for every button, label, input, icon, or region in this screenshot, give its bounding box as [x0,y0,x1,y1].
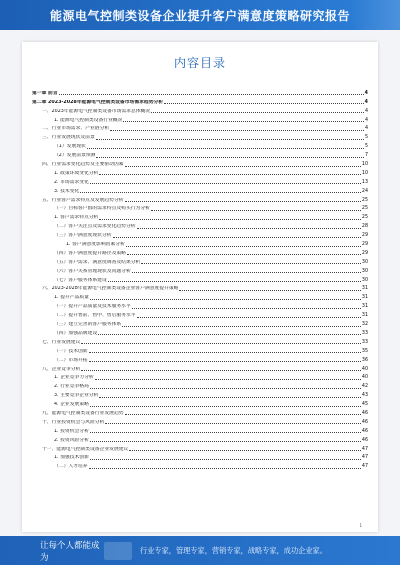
toc-entry-page: 47 [361,464,368,470]
toc-entry-page: 33 [361,339,368,345]
toc-entry[interactable] [32,381,368,390]
toc-entry[interactable] [32,461,368,470]
toc-entry[interactable] [32,88,368,97]
toc-dot-leader [125,414,361,415]
toc-entry[interactable] [32,257,368,266]
toc-dot-leader [98,334,361,335]
toc-entry-label: （2）发展前景预测 [54,153,96,159]
toc-dot-leader [90,406,361,407]
toc-dot-leader [108,281,361,282]
toc-dot-leader [90,388,361,389]
toc-entry-label: 4. 企业发展策略 [54,402,89,408]
toc-entry-label: 十、行业投资机会与风险分析 [42,419,105,425]
toc-dot-leader [141,263,361,264]
toc-entry-label: 1. 提升产品质量 [54,295,89,301]
toc-entry-page: 30 [361,268,368,274]
page-number: 1 [359,523,362,528]
toc-entry[interactable] [32,230,368,239]
toc-dot-leader [151,210,361,211]
toc-entry-label: 二、行业市场需求、产业链分析 [42,126,110,132]
toc-entry-label: （六）客户关系管理现状及问题分析 [54,268,131,274]
toc-entry[interactable] [32,292,368,301]
toc-entry[interactable] [32,417,368,426]
toc-entry-page: 5 [364,135,368,141]
toc-entry-label: 八、企业竞争分析 [42,366,81,372]
footer-brand: 让每个人都能成为 [40,540,100,563]
toc-entry[interactable] [32,132,368,141]
toc-entry[interactable] [32,301,368,310]
toc-entry-page: 29 [361,250,368,256]
toc-entry-page: 31 [361,313,368,319]
toc-entry-page: 42 [361,384,368,390]
toc-entry-label: 一、2023年能源电气控制类设备市场需求总体概况 [42,108,151,114]
toc-entry-page: 46 [361,428,368,434]
toc-dot-leader [89,361,361,362]
toc-entry-page: 29 [361,233,368,239]
toc-entry-page: 5 [364,144,368,150]
toc-entry-page: 13 [361,179,368,185]
toc-entry-label: （一）技术创新 [54,348,88,354]
toc-entry-label: 四、行业需求变化趋势及主要驱动因素 [42,162,124,168]
toc-list [32,88,368,470]
footer-slogan: 行业专家，管理专家，营销专家，战略专家，成功企业家。 [140,545,327,555]
toc-dot-leader [151,112,364,113]
toc-dot-leader [87,148,364,149]
toc-entry-page: 46 [361,437,368,443]
toc-entry-page: 40 [361,366,368,372]
toc-entry[interactable] [32,444,368,453]
toc-entry-page: 43 [361,393,368,399]
toc-entry[interactable] [32,248,368,257]
toc-entry[interactable] [32,159,368,168]
toc-dot-leader [90,441,361,442]
toc-entry-label: （二）提升售前、售中、售后服务水平 [54,313,136,319]
toc-entry[interactable] [32,186,368,195]
toc-entry[interactable] [32,355,368,364]
toc-entry-label: 3. 技术变化 [54,188,80,194]
toc-entry-label: （二）市场开拓 [54,357,88,363]
toc-entry-label: （二）人才培养 [54,464,88,470]
toc-entry-page: 4 [364,108,368,114]
toc-entry-page: 25 [361,197,368,203]
toc-entry-label: 1. 客户满意度影响因素分析 [66,242,125,248]
toc-entry-label: 六、2023-2028年能源电气控制类设备企业客户满意度提升策略 [42,286,179,292]
toc-entry-page: 10 [361,170,368,176]
toc-entry-label: （二）客户关注点及需求变化趋势分析 [54,224,136,230]
toc-entry-label: （一）提升产品质量及技术服务水平 [54,304,131,310]
toc-dot-leader [90,459,361,460]
toc-entry-page: 25 [361,215,368,221]
toc-entry[interactable] [32,97,368,106]
toc-entry[interactable] [32,408,368,417]
toc-entry-label: 2. 投资风险分析 [54,437,89,443]
toc-dot-leader [123,121,363,122]
toc-dot-leader [89,468,361,469]
toc-dot-leader [90,183,361,184]
toc-entry-page: 29 [361,242,368,248]
toc-entry[interactable] [32,150,368,159]
toc-entry[interactable] [32,337,368,346]
toc-entry[interactable] [32,399,368,408]
toc-entry[interactable] [32,204,368,213]
toc-entry-label: 五、行业客户需求特点及发展趋势分析 [42,197,124,203]
toc-entry-page: 32 [361,322,368,328]
toc-dot-leader [81,343,361,344]
toc-entry-label: 第二章 2023-2028年能源电气控制类设备市场需求趋势分析 [32,99,164,105]
toc-entry[interactable] [32,141,368,150]
toc-entry[interactable] [32,177,368,186]
toc-dot-leader [96,157,364,158]
toc-entry-label: 3. 主要竞争企业分析 [54,393,99,399]
toc-title: 内容目录 [173,56,226,70]
toc-entry-label: 2. 行业竞争格局 [54,384,89,390]
toc-entry-page: 47 [361,446,368,452]
toc-entry[interactable] [32,221,368,230]
toc-entry-page: 4 [364,90,368,96]
toc-entry-page: 31 [361,295,368,301]
toc-entry-page: 28 [361,224,368,230]
toc-entry-label: 1. 投资机会分析 [54,428,89,434]
toc-dot-leader [127,254,361,255]
toc-dot-leader [90,299,361,300]
toc-dot-leader [137,228,361,229]
toc-entry[interactable] [32,195,368,204]
toc-entry-label: 三、行业发展现状及前景 [42,135,95,141]
toc-dot-leader [179,290,360,291]
toc-entry-page: 7 [364,153,368,159]
toc-entry-label: 1. 政策环境变化分析 [54,170,99,176]
toc-entry-label: 1. 客户需求特点分析 [54,215,99,221]
toc-entry[interactable] [32,275,368,284]
toc-entry[interactable] [32,390,368,399]
toc-dot-leader [125,201,361,202]
toc-dot-leader [59,94,364,95]
toc-dot-leader [129,450,361,451]
toc-dot-leader [110,130,364,131]
toc-entry[interactable] [32,106,368,115]
toc-entry[interactable] [32,239,368,248]
toc-dot-leader [164,103,364,104]
toc-entry-page: 30 [361,259,368,265]
toc-dot-leader [105,423,361,424]
toc-entry-label: （四）加强品牌建设 [54,330,98,336]
toc-entry-page: 47 [361,455,368,461]
toc-entry[interactable] [32,284,368,293]
toc-entry[interactable] [32,168,368,177]
toc-dot-leader [95,379,361,380]
toc-entry-label: 1. 加强技术创新 [54,455,89,461]
toc-page [22,42,378,532]
toc-dot-leader [122,326,361,327]
toc-dot-leader [132,308,361,309]
toc-entry[interactable] [32,453,368,462]
toc-entry-label: （1）发展现状 [54,144,86,150]
toc-entry-page: 4 [364,117,368,123]
toc-dot-leader [89,352,361,353]
toc-entry-label: （三）建立完善的客户服务体系 [54,322,122,328]
toc-dot-leader [137,317,361,318]
toc-entry[interactable] [32,124,368,133]
toc-entry-page: 24 [361,188,368,194]
toc-entry-page: 40 [361,375,368,381]
toc-entry-label: （四）客户满意度提升路径及策略 [54,250,126,256]
toc-dot-leader [96,139,364,140]
toc-entry-page: 46 [361,410,368,416]
toc-entry[interactable] [32,266,368,275]
toc-entry-page: 33 [361,330,368,336]
toc-dot-leader [126,246,361,247]
toc-entry-label: 七、行业发展建议 [42,339,81,345]
toc-entry[interactable] [32,212,368,221]
toc-entry-page: 25 [361,206,368,212]
toc-dot-leader [81,370,361,371]
toc-entry[interactable] [32,310,368,319]
toc-entry-page: 35 [361,348,368,354]
header-decoration [350,0,400,30]
toc-dot-leader [99,174,360,175]
toc-entry-page: 31 [361,304,368,310]
toc-entry-page: 4 [364,126,368,132]
toc-entry[interactable] [32,373,368,382]
toc-dot-leader [125,166,361,167]
toc-entry-label: （五）客户需求、满意度调查及结果分析 [54,259,141,265]
footer-bar [0,536,400,565]
toc-entry[interactable] [32,319,368,328]
toc-entry[interactable] [32,328,368,337]
toc-entry-label: 1. 企业竞争力分析 [54,375,94,381]
toc-entry-label: 九、能源电气控制类设备行业发展趋势 [42,410,124,416]
toc-entry[interactable] [32,115,368,124]
toc-entry-page: 45 [361,402,368,408]
toc-dot-leader [99,219,360,220]
toc-entry-page: 46 [361,419,368,425]
footer-logo-icon [104,542,132,560]
toc-entry-page: 10 [361,162,368,168]
toc-entry-page: 4 [364,99,368,105]
toc-entry[interactable] [32,435,368,444]
toc-entry-label: （一）目标客户群的需求特点及购买行为分析 [54,206,150,212]
toc-dot-leader [132,272,361,273]
toc-dot-leader [80,192,361,193]
toc-entry-label: 第一章 前言 [32,90,58,96]
toc-entry[interactable] [32,346,368,355]
toc-entry[interactable] [32,364,368,373]
toc-entry-page: 30 [361,277,368,283]
toc-dot-leader [90,432,361,433]
toc-entry-label: （三）客户满意度现状分析 [54,233,112,239]
report-header-bar [0,0,400,30]
toc-entry-label: （七）客户服务体系建设 [54,277,107,283]
toc-dot-leader [99,397,360,398]
toc-entry[interactable] [32,426,368,435]
toc-entry-label: 十一、能源电气控制类设备企业发展建议 [42,446,129,452]
toc-entry-label: 1. 能源电气控制类设备行业概况 [54,117,123,123]
report-title: 能源电气控制类设备企业提升客户满意度策略研究报告 [49,8,350,23]
toc-dot-leader [113,237,361,238]
toc-entry-page: 31 [361,286,368,292]
toc-entry-label: 2. 市场需求变化 [54,179,89,185]
toc-entry-page: 36 [361,357,368,363]
